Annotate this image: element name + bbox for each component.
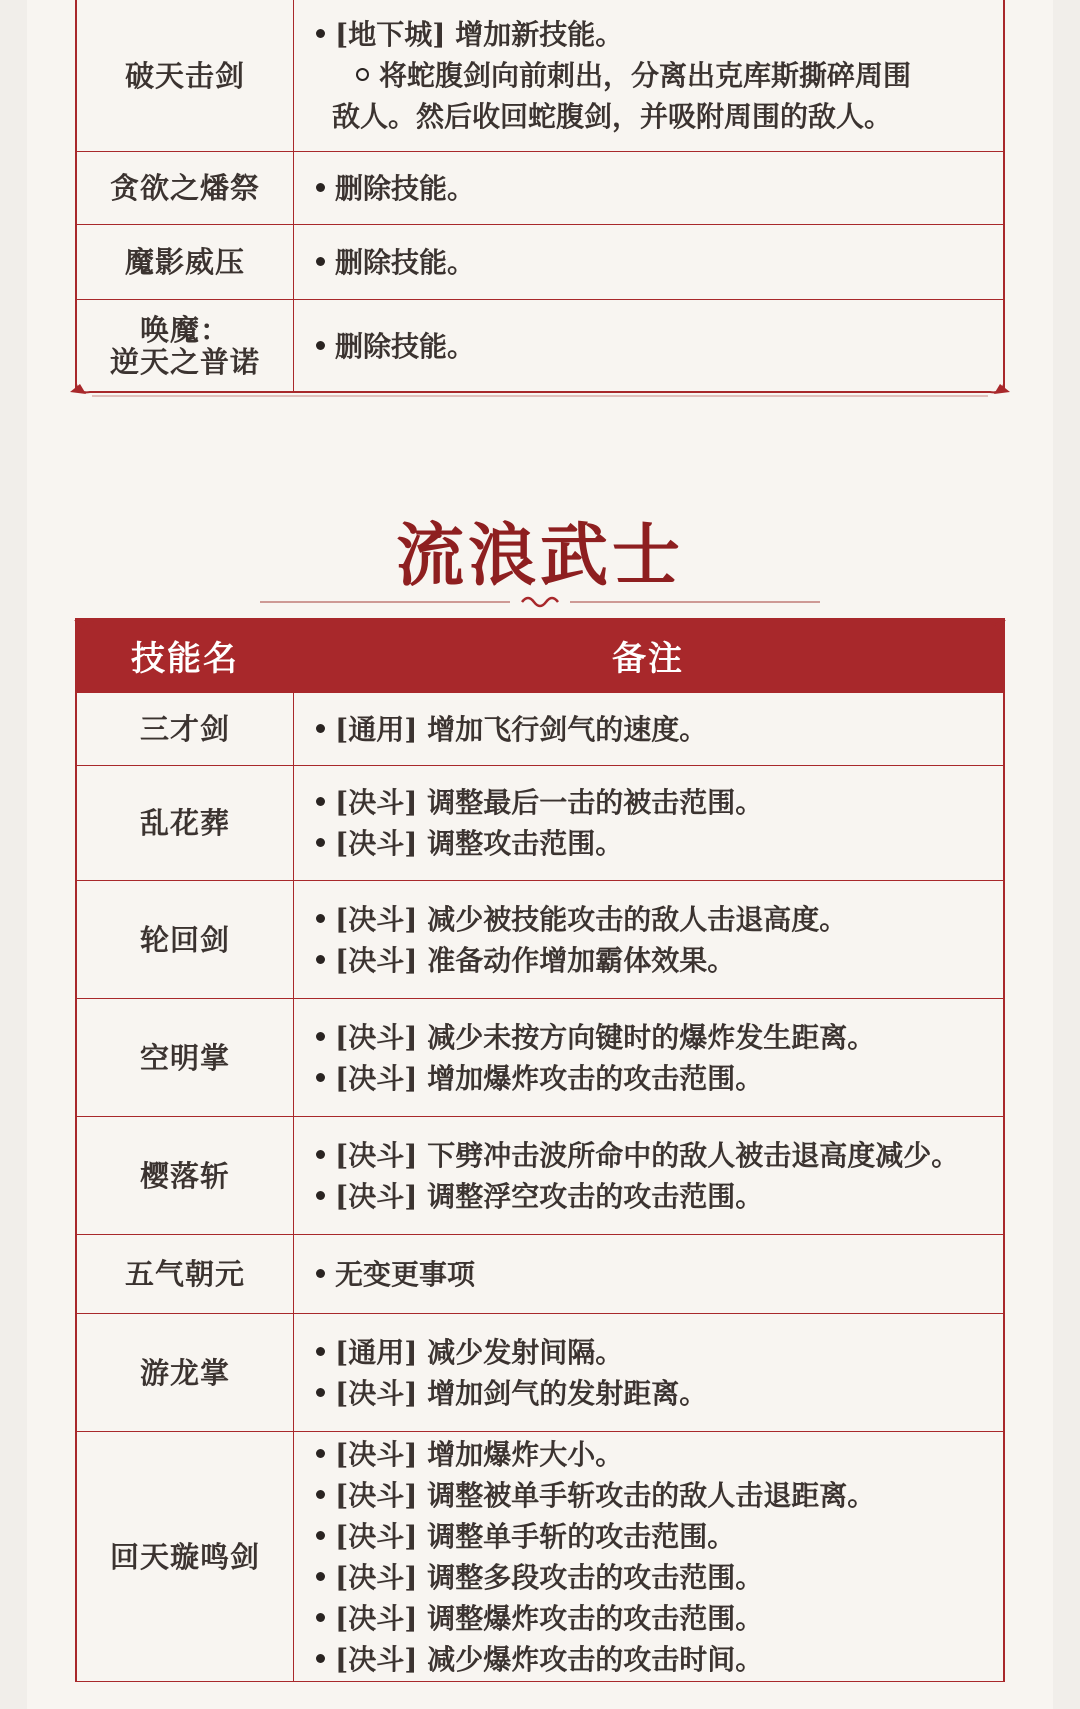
skill-notes [294,999,1003,1116]
skill-name: 魔影威压 [77,225,294,299]
table-row [77,1432,1003,1682]
bullet-icon [316,1150,325,1159]
bullet-icon [316,1490,325,1499]
note-line: [决斗] 准备动作增加霸体效果。 [316,940,993,981]
bullet-icon [316,183,325,192]
note-line: [决斗] 调整爆炸攻击的攻击范围。 [316,1598,993,1639]
bullet-icon [316,1347,325,1356]
table-row [77,999,1003,1117]
bullet-icon [316,257,325,266]
skill-notes [294,1117,1003,1234]
header-notes: 备注 [612,639,684,679]
note-line: [决斗] 调整被单手斩攻击的敌人击退距离。 [316,1475,993,1516]
note-line: [通用] 增加飞行剑气的速度。 [316,709,993,750]
wandering-samurai-skill-table [75,618,1005,1682]
skill-name: 唤魔： 逆天之普诺 [77,300,294,392]
skill-name: 破天击剑 [77,0,294,151]
bullet-icon [316,29,325,38]
skill-notes [294,693,1003,765]
bullet-icon [316,1531,325,1540]
bullet-icon [316,797,325,806]
table-row [77,766,1003,881]
note-line: [决斗] 调整最后一击的被击范围。 [316,782,993,823]
bullet-icon [316,1191,325,1200]
previous-skill-table [75,0,1005,392]
skill-notes [294,300,1003,392]
table-row [77,1235,1003,1314]
skill-notes [294,225,1003,299]
bullet-icon [316,955,325,964]
note-line: [决斗] 增加爆炸攻击的攻击范围。 [316,1058,993,1099]
note-line: [决斗] 减少未按方向键时的爆炸发生距离。 [316,1017,993,1058]
note-line: [决斗] 调整多段攻击的攻击范围。 [316,1557,993,1598]
skill-name: 贪欲之燔祭 [77,152,294,224]
sub-note-line: 将蛇腹剑向前刺出，分离出克库斯撕碎周围 [316,55,993,96]
bullet-icon [316,1388,325,1397]
skill-notes [294,1314,1003,1431]
table-bottom-frame-ornament [68,380,1012,400]
bullet-icon [316,1572,325,1581]
table-row [77,693,1003,766]
bullet-icon [316,1073,325,1082]
skill-notes [294,0,1003,151]
note-line: [决斗] 下劈冲击波所命中的敌人被击退高度减少。 [316,1135,993,1176]
skill-name: 樱落斩 [77,1117,294,1234]
skill-notes [294,1432,1003,1681]
note-continuation: 敌人。然后收回蛇腹剑，并吸附周围的敌人。 [332,100,893,133]
skill-notes [294,766,1003,880]
bullet-icon [316,1613,325,1622]
note-line: [地下城] 增加新技能。 [316,14,993,55]
table-row [77,152,1003,225]
skill-name: 乱花葬 [77,766,294,880]
skill-name: 五气朝元 [77,1235,294,1313]
note-line: [决斗] 减少爆炸攻击的攻击时间。 [316,1639,993,1680]
title-divider-ornament [260,594,820,614]
table-row [77,225,1003,300]
skill-name: 游龙掌 [77,1314,294,1431]
table-row [77,1314,1003,1432]
note-line: [决斗] 减少被技能攻击的敌人击退高度。 [316,899,993,940]
bullet-icon [316,1032,325,1041]
skill-name: 回天璇鸣剑 [77,1432,294,1681]
bullet-icon [316,1449,325,1458]
header-skill-name: 技能名 [131,639,239,679]
note-line: 删除技能。 [316,168,993,209]
hollow-bullet-icon [356,68,369,81]
bullet-icon [316,1269,325,1278]
bullet-icon [316,341,325,350]
table-body [77,693,1003,1682]
table-header [77,618,1003,693]
section-title: 流浪武士 [395,516,684,596]
table-row [77,0,1003,152]
bullet-icon [316,1654,325,1663]
note-line: [决斗] 调整攻击范围。 [316,823,993,864]
skill-name: 轮回剑 [77,881,294,998]
skill-name: 空明掌 [77,999,294,1116]
table-row [77,881,1003,999]
table-row [77,1117,1003,1235]
note-line: [决斗] 增加剑气的发射距离。 [316,1373,993,1414]
skill-name: 三才剑 [77,693,294,765]
note-line: [决斗] 调整浮空攻击的攻击范围。 [316,1176,993,1217]
bullet-icon [316,914,325,923]
bullet-icon [316,724,325,733]
note-line: [决斗] 增加爆炸大小。 [316,1434,993,1475]
note-line: 无变更事项 [316,1254,993,1295]
note-line: [通用] 减少发射间隔。 [316,1332,993,1373]
corner-ornament-icon [72,618,98,644]
note-line: 删除技能。 [316,326,993,367]
skill-notes [294,1235,1003,1313]
bullet-icon [316,838,325,847]
skill-notes [294,152,1003,224]
skill-notes [294,881,1003,998]
corner-ornament-icon [982,618,1008,644]
note-line: [决斗] 调整单手斩的攻击范围。 [316,1516,993,1557]
note-line: 删除技能。 [316,242,993,283]
table-row [77,300,1003,392]
